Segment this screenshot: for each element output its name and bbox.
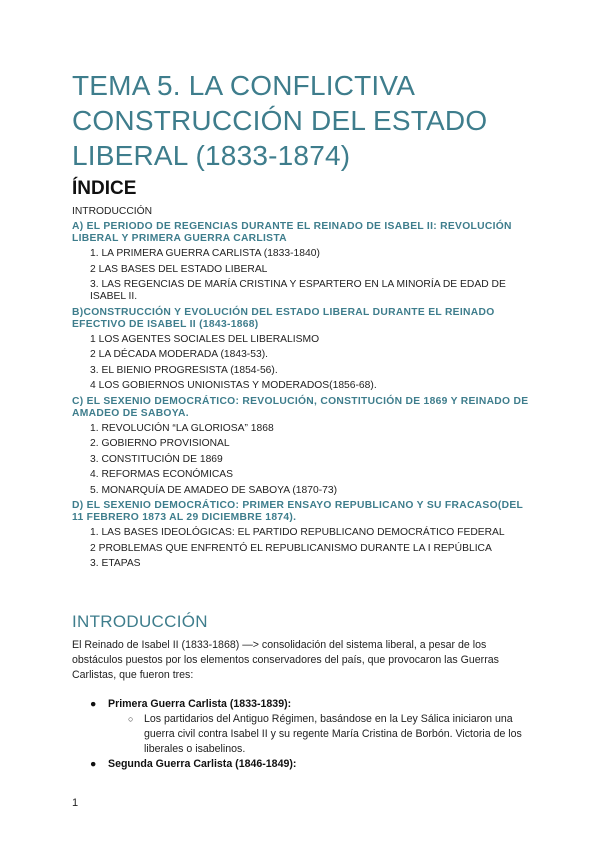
toc-item-link[interactable]: 5. MONARQUÍA DE AMADEO DE SABOYA (1870-73) — [90, 484, 338, 496]
bullet-label: Primera Guerra Carlista (1833-1839): — [108, 698, 292, 710]
toc-item-link[interactable]: 2. GOBIERNO PROVISIONAL — [90, 438, 230, 449]
intro-paragraph: El Reinado de Isabel II (1833-1868) —> consolidación del sistema liberal, a pesar de los obstáculos puestos por los elementos conservadores del país, que provocaron las Guerras Carlistas, que fueron tres: — [72, 639, 499, 681]
toc-item-link[interactable]: 3. ETAPAS — [90, 558, 141, 569]
toc-item-link[interactable]: 1 LOS AGENTES SOCIALES DEL LIBERALISMO — [90, 333, 320, 345]
toc-item-link[interactable]: 1. LA PRIMERA GUERRA CARLISTA (1833-1840) — [90, 248, 320, 259]
toc-item-link[interactable]: 2 LAS BASES DEL ESTADO LIBERAL — [90, 263, 268, 275]
toc-item-link[interactable]: 4 LOS GOBIERNOS UNIONISTAS Y MODERADOS(1856-68). — [90, 380, 377, 391]
section-heading-introduccion: INTRODUCCIÓN — [72, 612, 208, 631]
page-title: TEMA 5. LA CONFLICTIVA CONSTRUCCIÓN DEL ESTADO LIBERAL (1833-1874) — [72, 70, 488, 171]
toc-section-link[interactable]: D) EL SEXENIO DEMOCRÁTICO: PRIMER ENSAYO REPUBLICANO Y SU FRACASO(DEL 11 FEBRERO 1873 AL 29 DICIEMBRE 1874). — [72, 500, 523, 523]
table-of-contents — [72, 206, 532, 574]
bullet-circle-icon: ○ — [128, 714, 134, 724]
toc-item-link[interactable]: 4. REFORMAS ECONÓMICAS — [90, 469, 234, 480]
toc-sections — [72, 221, 532, 570]
toc-intro-link[interactable]: INTRODUCCIÓN — [72, 206, 153, 217]
toc-item-link[interactable]: 2 LA DÉCADA MODERADA (1843-53). — [90, 349, 268, 360]
index-heading: ÍNDICE — [72, 178, 137, 199]
toc-item-link[interactable]: 2 PROBLEMAS QUE ENFRENTÓ EL REPUBLICANISMO DURANTE LA I REPÚBLICA — [90, 542, 492, 554]
toc-section-link[interactable]: B)CONSTRUCCIÓN Y EVOLUCIÓN DEL ESTADO LIBERAL DURANTE EL REINADO EFECTIVO DE ISABEL II (1843-1868) — [72, 306, 495, 330]
toc-section-link[interactable]: A) EL PERIODO DE REGENCIAS DURANTE EL REINADO DE ISABEL II: REVOLUCIÓN LIBERAL Y PRIMERA GUERRA CARLISTA — [72, 221, 512, 244]
toc-item-link[interactable]: 3. LAS REGENCIAS DE MARÍA CRISTINA Y ESPARTERO EN LA MINORÍA DE EDAD DE ISABEL II. — [90, 279, 506, 302]
page-number: 1 — [72, 797, 79, 809]
toc-section-link[interactable]: C) EL SEXENIO DEMOCRÁTICO: REVOLUCIÓN, CONSTITUCIÓN DE 1869 Y REINADO DE AMADEO DE SABOYA. — [72, 395, 529, 419]
sub-bullet-text: Los partidarios del Antiguo Régimen, basándose en la Ley Sálica iniciaron una guerra civil contra Isabel II y su regente María Cristina de Borbón. Victoria de los liberales o isabelinos. — [144, 713, 522, 755]
toc-item-link[interactable]: 3. CONSTITUCIÓN DE 1869 — [90, 453, 223, 465]
toc-item-link[interactable]: 3. EL BIENIO PROGRESISTA (1854-56). — [90, 364, 278, 376]
toc-item-link[interactable]: 1. LAS BASES IDEOLÓGICAS: EL PARTIDO REPUBLICANO DEMOCRÁTICO FEDERAL — [90, 527, 505, 538]
bullet-dot-icon: ● — [90, 758, 97, 770]
toc-item-link[interactable]: 1. REVOLUCIÓN “LA GLORIOSA” 1868 — [90, 422, 274, 434]
bullet-label: Segunda Guerra Carlista (1846-1849): — [108, 758, 297, 770]
bullet-dot-icon: ● — [90, 698, 97, 710]
